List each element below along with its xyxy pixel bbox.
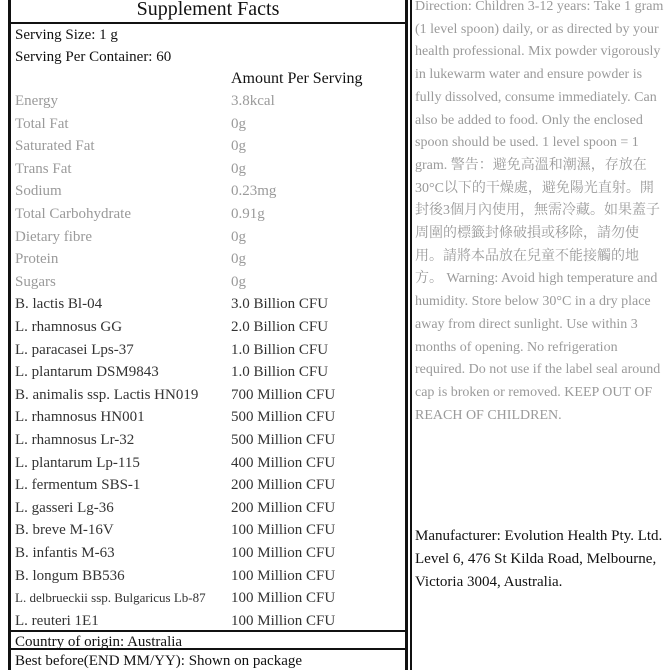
serving-size: Serving Size: 1 g [15,27,118,43]
nutrient-row [11,610,405,632]
nutrient-row [11,271,405,293]
nutrient-name: Saturated Fat [15,138,95,155]
nutrient-row [11,542,405,564]
manufacturer-address: Level 6, 476 St Kilda Road, Melbourne, Victoria 3004, Australia. [415,551,657,590]
servings-per-container: Serving Per Container: 60 [15,49,172,65]
nutrient-name: L. rhamnosus Lr-32 [15,432,135,448]
nutrient-row [11,180,405,202]
nutrient-name: Total Fat [15,115,69,132]
nutrient-value: 100 Million CFU [231,612,336,629]
chinese-warning-text: 警告：避免高溫和潮濕，存放在30°C以下的干燥處，避免陽光直射。開封後3個月內使用，無需冷藏。如果蓋子周圍的標籤封條破損或移除，請勿使用。請將本品放在兒童不能接觸的地方。 [415,157,660,287]
nutrient-value: 0g [231,138,246,155]
nutrient-row [11,226,405,248]
nutrient-row [11,158,405,180]
warning-text: Warning: Avoid high temperature and humidity. Store below 30°C in a dry place away from direct sunlight. Use within 3 months of opening. No refrigeration required. Do not use if the label seal around cap is broken or removed. KEEP OUT OF REACH OF CHILDREN. [415,271,661,423]
nutrient-row [11,113,405,135]
nutrient-row [11,384,405,406]
nutrient-name: B. longum BB536 [15,567,125,584]
nutrient-name: L. rhamnosus GG [15,319,123,335]
nutrient-value: 100 Million CFU [231,590,336,607]
nutrient-name: B. animalis ssp. Lactis HN019 [15,386,199,403]
nutrient-row [11,474,405,496]
nutrient-value: 100 Million CFU [231,545,336,561]
nutrient-name: B. lactis Bl-04 [15,296,103,313]
nutrient-value: 2.0 Billion CFU [231,319,329,335]
nutrient-name: L. rhamnosus HN001 [15,409,145,426]
nutrient-name: Energy [15,93,59,109]
best-before: Best before(END MM/YY): Shown on package [15,653,303,669]
nutrient-value: 3.0 Billion CFU [231,296,329,313]
nutrient-value: 0g [231,273,246,290]
nutrient-value: 0g [231,228,246,245]
nutrient-name: Protein [15,251,59,268]
nutrient-value: 700 Million CFU [231,386,336,403]
manufacturer-text: Manufacturer: Evolution Health Pty. Ltd. [415,528,663,544]
nutrient-name: Sodium [15,183,62,200]
nutrient-value: 0g [231,115,246,132]
nutrient-row [11,90,405,112]
nutrient-value: 500 Million CFU [231,409,336,426]
nutrient-value: 0g [231,251,246,268]
nutrient-name: Dietary fibre [15,228,93,245]
nutrient-row [11,316,405,338]
nutrient-row [11,519,405,541]
nutrient-row [11,587,405,609]
nutrient-row [11,565,405,587]
nutrient-name: Total Carbohydrate [15,206,131,222]
nutrient-row [11,497,405,519]
nutrient-value: 1.0 Billion CFU [231,364,329,381]
country-of-origin: Country of origin: Australia [11,630,405,650]
nutrient-value: 100 Million CFU [231,522,336,539]
nutrient-value: 500 Million CFU [231,432,336,448]
nutrient-name: L. plantarum Lp-115 [15,454,140,471]
nutrient-value: 0.23mg [231,183,277,200]
nutrient-row [11,339,405,361]
nutrient-name: L. fermentum SBS-1 [15,477,141,494]
nutrient-row [11,135,405,157]
nutrient-row [11,203,405,225]
nutrient-name: Trans Fat [15,160,72,177]
nutrient-value: 200 Million CFU [231,499,336,516]
nutrient-row [11,361,405,383]
directions-text: Direction: Children 3-12 years: Take 1 gram (1 level spoon) daily, or as directed by your health professional. Mix powder vigorously in lukewarm water and ensure powder is fully dissolved, consume immediately. Can also be added to food. Only the enclosed spoon should be used. 1 level spoon = 1 gram. [415,0,664,173]
nutrient-value: 400 Million CFU [231,454,336,471]
nutrient-value: 100 Million CFU [231,567,336,584]
nutrient-name: B. infantis M-63 [15,545,115,561]
nutrient-name: L. paracasei Lps-37 [15,341,134,358]
nutrient-name: L. plantarum DSM9843 [15,364,159,381]
nutrient-row [11,429,405,451]
nutrient-value: 0g [231,160,246,177]
nutrient-row [11,293,405,315]
nutrient-row [11,406,405,428]
nutrient-value: 3.8kcal [231,93,275,109]
nutrient-name: L. delbrueckii ssp. Bulgaricus Lb-87 [15,590,206,606]
nutrient-value: 1.0 Billion CFU [231,341,329,358]
supplement-facts-panel [8,0,408,670]
amount-per-serving-header: Amount Per Serving [231,70,363,87]
nutrient-name: B. breve M-16V [15,522,114,539]
nutrient-name: L. reuteri 1E1 [15,612,99,629]
nutrient-value: 200 Million CFU [231,477,336,494]
nutrient-name: Sugars [15,273,56,290]
directions-text-block [415,0,665,427]
panel-title: Supplement Facts [11,0,405,24]
nutrient-value: 0.91g [231,206,265,222]
directions-panel [410,0,667,670]
manufacturer-block [415,525,667,594]
nutrient-name: L. gasseri Lg-36 [15,499,114,516]
nutrient-row [11,248,405,270]
nutrient-row [11,452,405,474]
